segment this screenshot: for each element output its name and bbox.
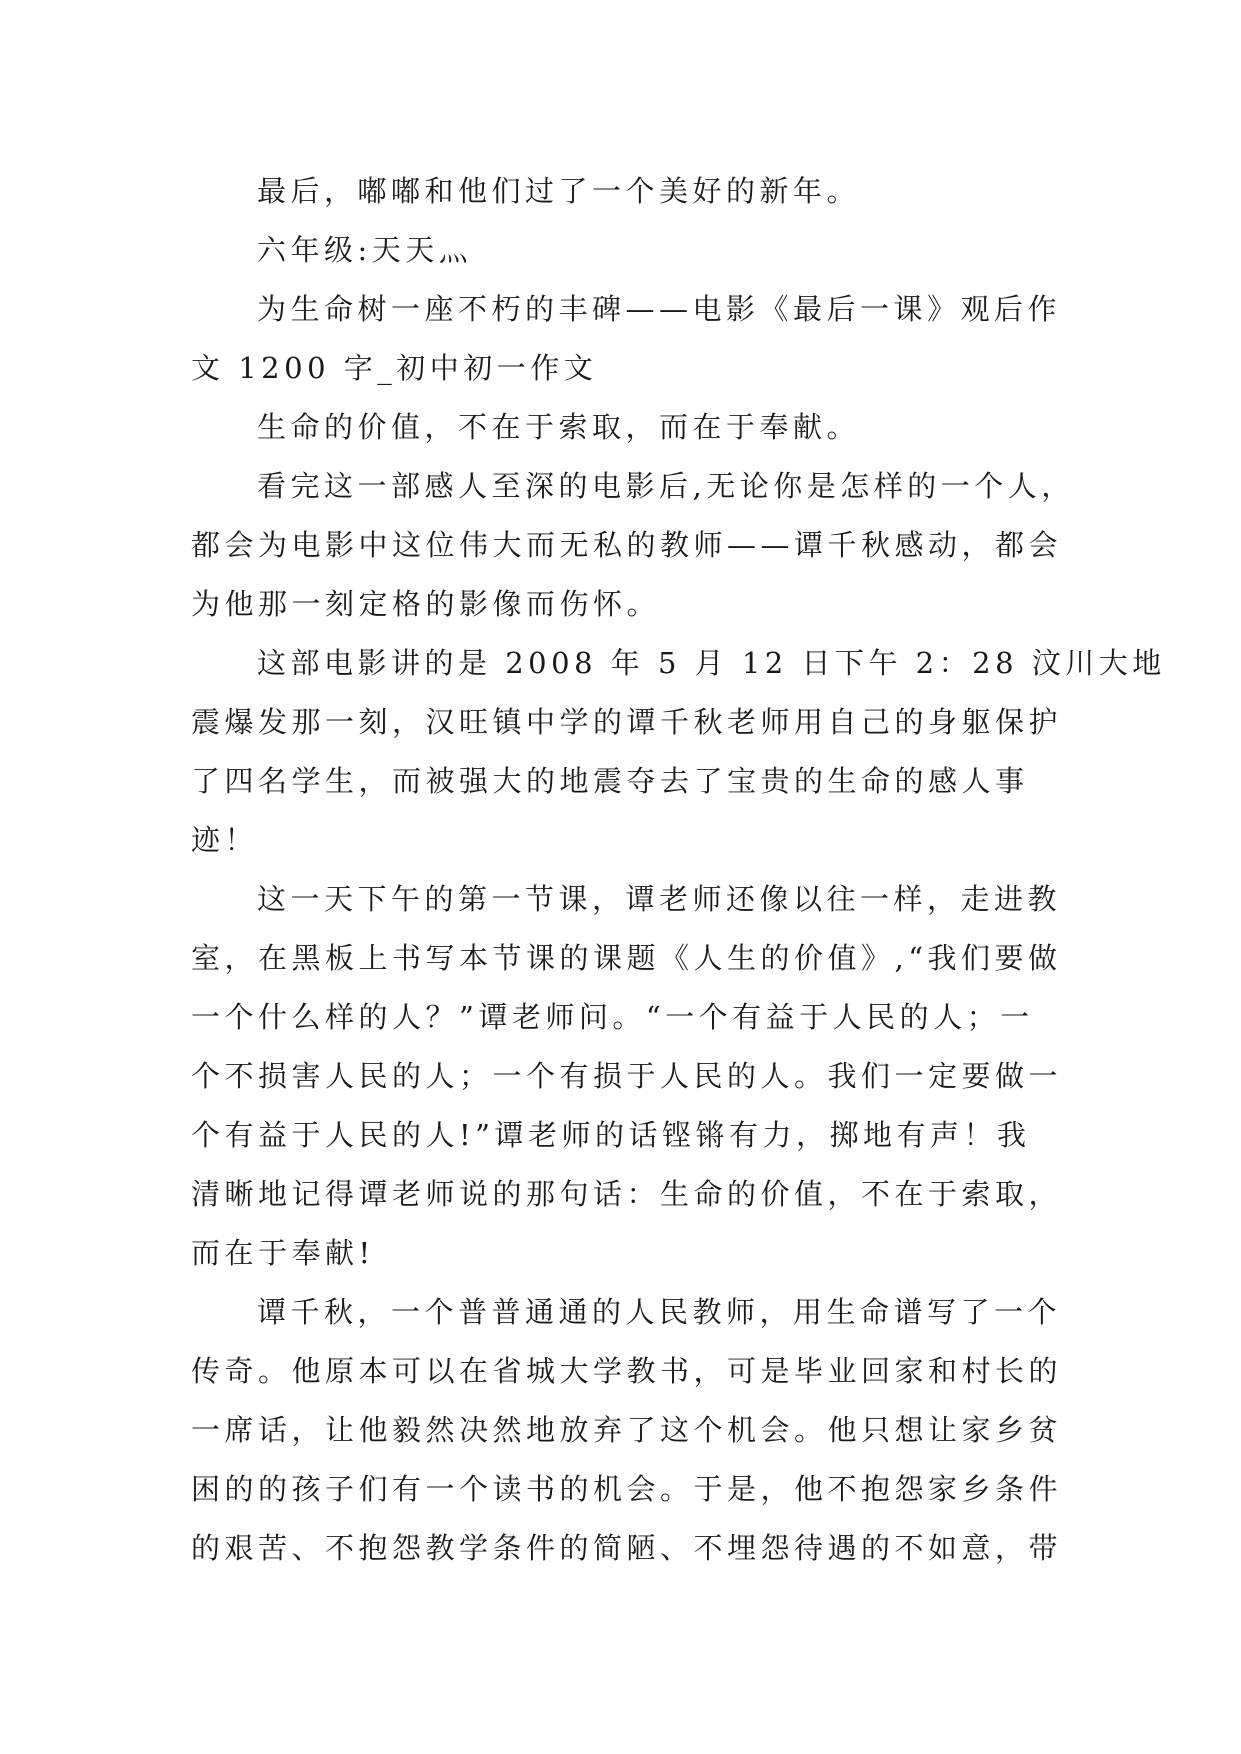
text-line: 迹！ (191, 823, 259, 857)
text-line: 一个什么样的人？”谭老师问。“一个有益于人民的人；一 (191, 1000, 1034, 1034)
text-line: 谭千秋，一个普普通通的人民教师，用生命谱写了一个 (257, 1295, 1062, 1329)
text-line: 都会为电影中这位伟大而无私的教师——谭千秋感动，都会 (191, 528, 1063, 562)
text-line: 传奇。他原本可以在省城大学教书，可是毕业回家和村长的 (191, 1354, 1063, 1388)
text-line: 个有益于人民的人!”谭老师的话铿锵有力，掷地有声！我 (191, 1118, 1031, 1152)
text-line: 这部电影讲的是 2008 年 5 月 12 日下午 2：28 汶川大地 (257, 646, 1166, 680)
text-line: 清晰地记得谭老师说的那句话：生命的价值，不在于索取， (191, 1177, 1063, 1211)
text-line: 震爆发那一刻，汉旺镇中学的谭千秋老师用自己的身躯保护 (191, 705, 1063, 739)
text-line: 文 1200 字_初中初一作文 (191, 351, 598, 385)
text-line: 而在于奉献! (191, 1236, 375, 1270)
text-line: 了四名学生，而被强大的地震夺去了宝贵的生命的感人事 (191, 764, 1029, 798)
text-line: 个不损害人民的人；一个有损于人民的人。我们一定要做一 (191, 1059, 1063, 1093)
text-line: 生命的价值，不在于索取，而在于奉献。 (257, 410, 861, 444)
paragraph (191, 457, 1075, 634)
document-body (191, 162, 1166, 1578)
text-line: 室，在黑板上书写本节课的课题《人生的价值》,“我们要做 (191, 941, 1062, 975)
text-line: 困的的孩子们有一个读书的机会。于是，他不抱怨家乡条件 (191, 1472, 1063, 1506)
paragraph (191, 162, 1051, 221)
text-line: 最后，嘟嘟和他们过了一个美好的新年。 (257, 174, 861, 208)
text-line: 的艰苦、不抱怨教学条件的简陋、不埋怨待遇的不如意，带 (191, 1531, 1063, 1565)
text-line: 为生命树一座不朽的丰碑——电影《最后一课》观后作 (257, 292, 1062, 326)
paragraph (191, 1283, 1063, 1578)
text-line: 看完这一部感人至深的电影后,无论你是怎样的一个人， (257, 469, 1075, 503)
text-line: 一席话，让他毅然决然地放弃了这个机会。他只想让家乡贫 (191, 1413, 1063, 1447)
paragraph (191, 634, 1166, 870)
text-line: 六年级:天天灬 (257, 233, 473, 267)
paragraph (191, 870, 1063, 1283)
paragraph (191, 221, 1051, 280)
text-line: 为他那一刻定格的影像而伤怀。 (191, 587, 661, 621)
text-line: 这一天下午的第一节课，谭老师还像以往一样，走进教 (257, 882, 1062, 916)
paragraph (191, 398, 1051, 457)
paragraph-title (191, 280, 1062, 398)
